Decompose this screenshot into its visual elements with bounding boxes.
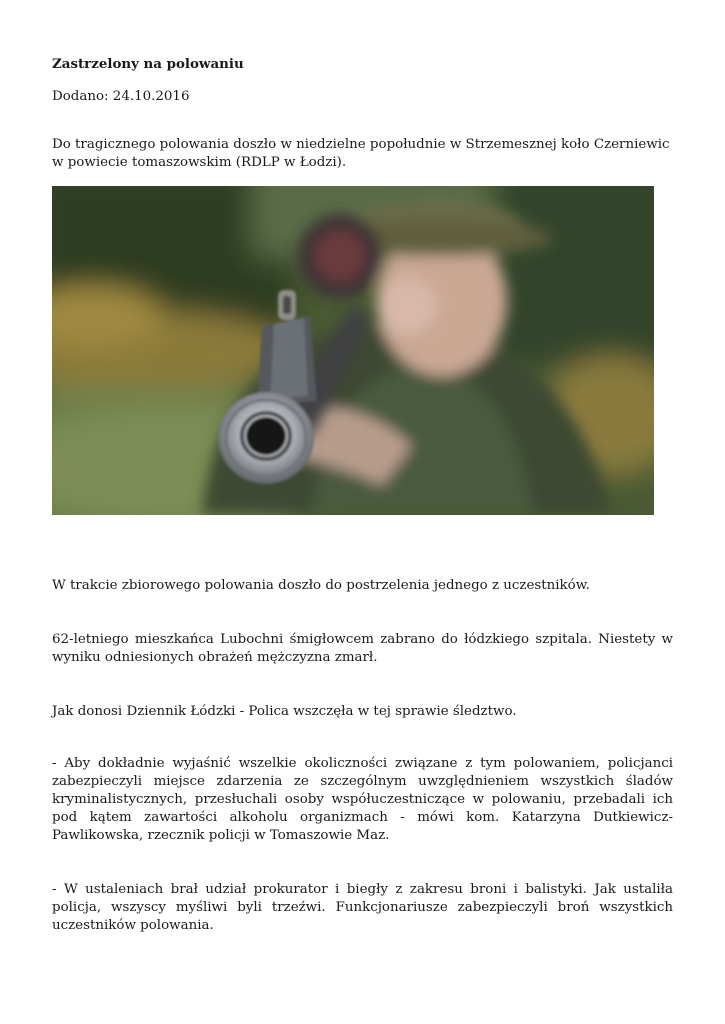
article-paragraph: Jak donosi Dziennik Łódzki - Polica wszczęła w tej sprawie śledztwo. — [52, 704, 517, 719]
document-page — [52, 0, 673, 1024]
hunter-aiming-rifle-photo — [52, 186, 654, 515]
article-title: Zastrzelony na polowaniu — [52, 56, 244, 72]
article-paragraph: - Aby dokładnie wyjaśnić wszelkie okoliczności związane z tym polowaniem, policjanci zabezpieczyli miejsce zdarzenia ze szczególnym uwzględnieniem wszystkich śladów kryminalistycznych, przesłuchali osoby współuczestniczące w polowaniu, przebadali ich pod kątem zawartości alkoholu organizmach - mówi kom. Katarzyna Dutkiewicz-Pawlikowska, rzecznik policji w Tomaszowie Maz. — [52, 756, 673, 843]
article-paragraph: 62-letniego mieszkańca Lubochni śmigłowcem zabrano do łódzkiego szpitala. Niestety w wyniku odniesionych obrażeń mężczyzna zmarł. — [52, 632, 673, 665]
article-intro: Do tragicznego polowania doszło w niedzielne popołudnie w Strzemesznej koło Czerniewic w powiecie tomaszowskim (RDLP w Łodzi). — [52, 137, 670, 170]
article-paragraph: - W ustaleniach brał udział prokurator i biegły z zakresu broni i balistyki. Jak ustaliła policja, wszyscy myśliwi byli trzeźwi. Funkcjonariusze zabezpieczyli broń wszystkich uczestników polowania. — [52, 882, 673, 933]
article-paragraph: W trakcie zbiorowego polowania doszło do postrzelenia jednego z uczestników. — [52, 578, 590, 593]
article-date: Dodano: 24.10.2016 — [52, 89, 190, 104]
